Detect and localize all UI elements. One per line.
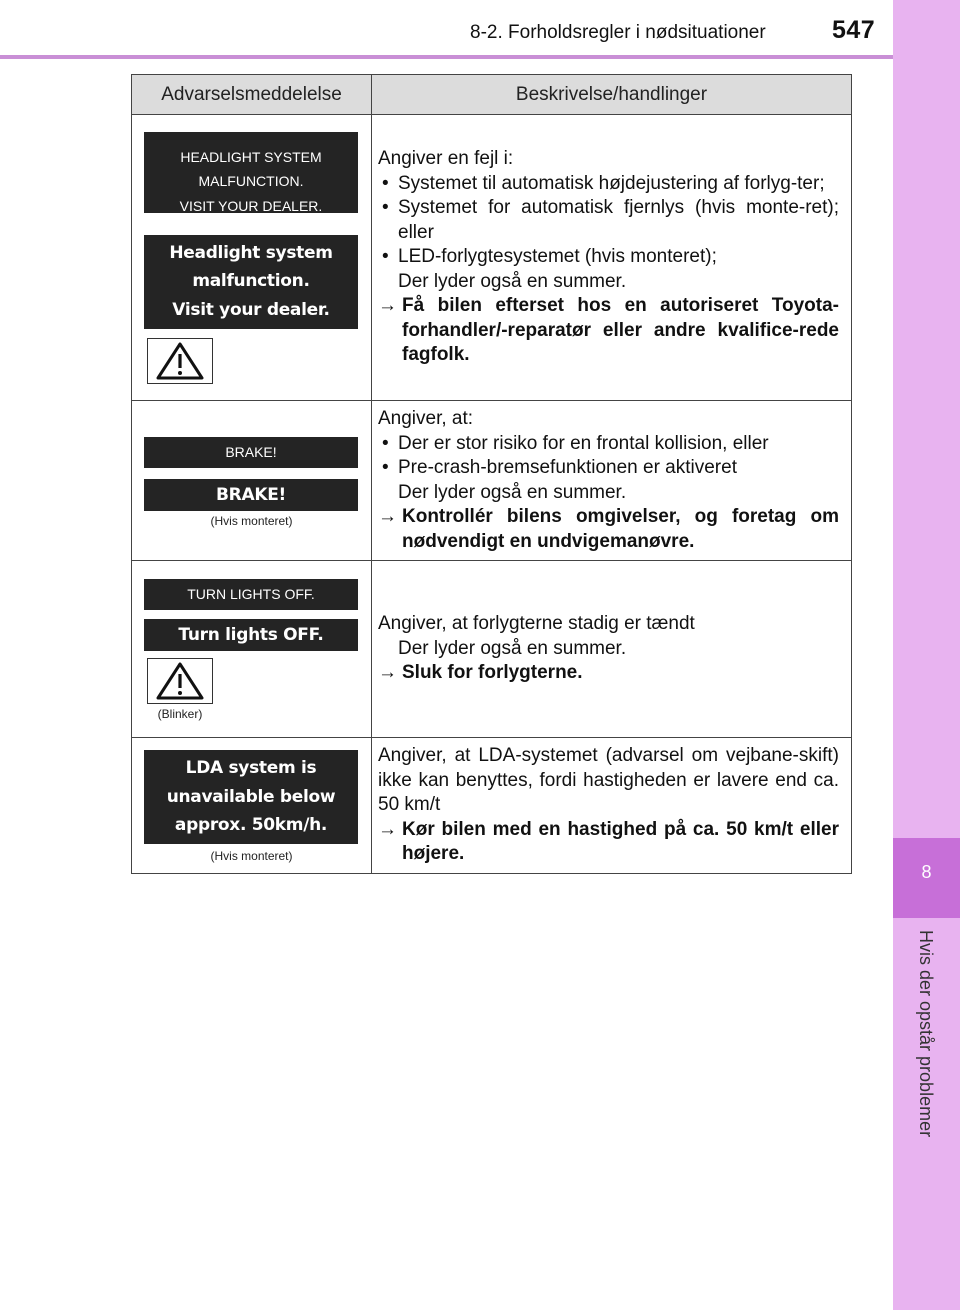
chapter-label: Hvis der opstår problemer [916, 930, 936, 1138]
action-instruction: → Kontrollér bilens omgivelser, og foretag om nødvendigt en undvigemanøvre. [378, 505, 839, 554]
table-row [132, 738, 852, 874]
chapter-number: 8 [921, 862, 932, 882]
display-caption: (Hvis monteret) [210, 514, 293, 528]
column-header-description: Beskrivelse/handlinger [372, 75, 852, 115]
right-arrow-icon: → [378, 295, 397, 317]
table-row [132, 115, 852, 401]
list-item: • Systemet til automatisk højdejustering af forlyg-ter; [382, 172, 825, 194]
list-item: • LED-forlygtesystemet (hvis monteret); [382, 246, 717, 268]
display-headlight-malfunction-caps: HEADLIGHT SYSTEM MALFUNCTION. VISIT YOUR DEALER. [144, 132, 358, 213]
display-turn-lights-off: Turn lights OFF. [144, 619, 358, 651]
description-intro: Angiver, at LDA-systemet (advarsel om vejbane-skift) ikke kan benyttes, fordi hastigheden er lavere end ca. 50 km/t [378, 745, 839, 816]
message-display-cell [132, 738, 372, 874]
header-rule [0, 55, 893, 59]
section-title: 8-2. Forholdsregler i nødsituationer [470, 22, 766, 43]
message-description-cell [372, 115, 852, 401]
right-arrow-icon: → [378, 818, 397, 840]
buzzer-note: Der lyder også en summer. [398, 270, 627, 292]
description-intro: Angiver, at forlygterne stadig er tændt [378, 613, 695, 635]
buzzer-note: Der lyder også en summer. [398, 481, 627, 503]
column-header-message: Advarselsmeddelelse [132, 75, 372, 115]
message-display-cell [132, 115, 372, 401]
message-description-cell [372, 561, 852, 738]
table-row [132, 561, 852, 738]
action-instruction: → Få bilen efterset hos en autoriseret Toyota-forhandler/-reparatør eller andre kvalifice-rede fagfolk. [378, 294, 839, 368]
warning-triangle-icon [147, 658, 213, 704]
list-item: • Pre-crash-bremsefunktionen er aktiveret [382, 457, 737, 478]
display-brake-caps: BRAKE! [144, 437, 358, 468]
display-caption: (Blinker) [157, 707, 203, 721]
list-item: • Der er stor risiko for en frontal kollision, eller [382, 432, 769, 454]
page-number: 547 [832, 16, 876, 44]
action-instruction: → Sluk for forlygterne. [378, 661, 839, 686]
list-item: • Systemet for automatisk fjernlys (hvis monte-ret); eller [382, 197, 839, 243]
warning-triangle-icon [147, 338, 213, 384]
warning-message-table [131, 74, 852, 874]
message-display-cell [132, 401, 372, 561]
display-brake: BRAKE! [144, 479, 358, 511]
message-description-cell [372, 738, 852, 874]
action-instruction: → Kør bilen med en hastighed på ca. 50 km/t eller højere. [378, 818, 839, 867]
table-row [132, 401, 852, 561]
display-headlight-malfunction: Headlight system malfunction. Visit your dealer. [144, 235, 358, 329]
right-arrow-icon: → [378, 662, 397, 684]
right-arrow-icon: → [378, 506, 397, 527]
display-caption: (Hvis monteret) [210, 849, 293, 863]
table-header-row [132, 75, 852, 115]
display-lda-unavailable: LDA system is unavailable below approx. 50km/h. [144, 750, 358, 844]
message-display-cell [132, 561, 372, 738]
display-turn-lights-off-caps: TURN LIGHTS OFF. [144, 579, 358, 610]
buzzer-note: Der lyder også en summer. [398, 637, 627, 659]
description-intro: Angiver en fejl i: [378, 148, 514, 170]
description-intro: Angiver, at: [378, 408, 474, 429]
message-description-cell [372, 401, 852, 561]
